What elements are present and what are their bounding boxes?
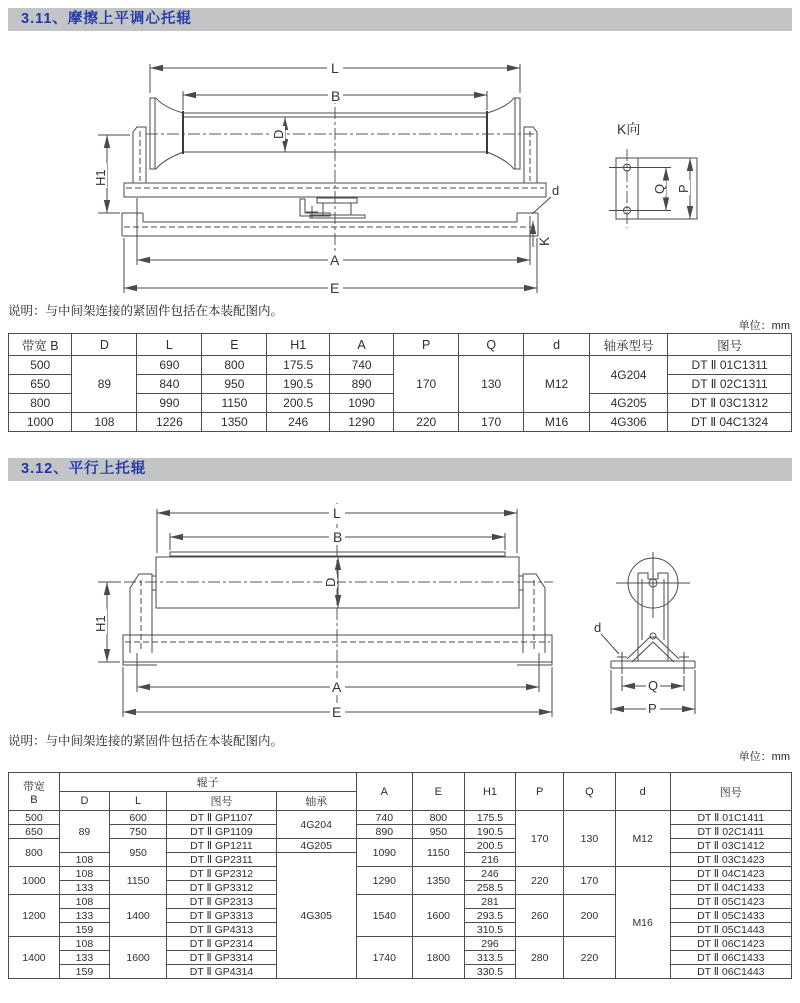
cell: 1000 bbox=[9, 867, 60, 895]
cell: DT Ⅱ GP3312 bbox=[167, 881, 277, 895]
table-row bbox=[9, 825, 792, 839]
cell: 4G306 bbox=[589, 413, 667, 432]
cell: M12 bbox=[615, 811, 670, 867]
col-header: A bbox=[330, 334, 394, 356]
drawing-parallel-idler bbox=[0, 488, 800, 728]
dim-label-L: L bbox=[333, 505, 341, 521]
cell: 500 bbox=[9, 811, 60, 825]
cell: 108 bbox=[59, 867, 109, 881]
cell: 220 bbox=[394, 413, 459, 432]
cell: 4G205 bbox=[276, 839, 356, 853]
cell: 600 bbox=[110, 811, 167, 825]
note-2: 说明：与中间架连接的紧固件包括在本装配图内。 bbox=[8, 734, 284, 748]
cell: 108 bbox=[59, 853, 109, 867]
cell: 130 bbox=[459, 356, 524, 413]
table-row bbox=[9, 867, 792, 881]
cell: 200.5 bbox=[267, 394, 330, 413]
cell: 950 bbox=[413, 825, 465, 839]
dim-label-B: B bbox=[333, 529, 343, 545]
table-row bbox=[9, 895, 792, 909]
dim-label-D: D bbox=[323, 577, 338, 587]
col-header: 带宽 B bbox=[9, 334, 72, 356]
cell: DT Ⅱ 06C1423 bbox=[670, 937, 791, 951]
cell: 4G204 bbox=[589, 356, 667, 394]
dim-label-Q: Q bbox=[648, 678, 659, 693]
cell: DT Ⅱ GP1211 bbox=[167, 839, 277, 853]
table-row bbox=[9, 811, 792, 825]
cell: DT Ⅱ 02C1311 bbox=[668, 375, 792, 394]
note-1: 说明：与中间架连接的紧固件包括在本装配图内。 bbox=[8, 304, 284, 318]
cell: 1090 bbox=[356, 839, 412, 867]
cell: DT Ⅱ GP1107 bbox=[167, 811, 277, 825]
cell: 175.5 bbox=[267, 356, 330, 375]
cell: DT Ⅱ 04C1433 bbox=[670, 881, 791, 895]
cell: 1740 bbox=[356, 937, 412, 979]
cell: 1150 bbox=[202, 394, 267, 413]
cell: 740 bbox=[330, 356, 394, 375]
cell: DT Ⅱ 02C1411 bbox=[670, 825, 791, 839]
dim-label-P: P bbox=[648, 701, 657, 716]
dim-label-H1: H1 bbox=[93, 615, 108, 632]
table-row bbox=[9, 356, 792, 375]
cell: 170 bbox=[516, 811, 564, 867]
col-header-roller-group: 辊子 bbox=[59, 773, 356, 792]
cell: 650 bbox=[9, 825, 60, 839]
cell: 260 bbox=[516, 895, 564, 937]
col-header: A bbox=[356, 773, 412, 811]
section-2-title-bar bbox=[8, 458, 792, 481]
cell: 4G305 bbox=[276, 853, 356, 979]
cell: DT Ⅱ GP2313 bbox=[167, 895, 277, 909]
dim-label-Q: Q bbox=[652, 183, 667, 194]
cell: 310.5 bbox=[464, 923, 516, 937]
cell: DT Ⅱ 05C1423 bbox=[670, 895, 791, 909]
cell: DT Ⅱ GP3313 bbox=[167, 909, 277, 923]
cell: DT Ⅱ 03C1423 bbox=[670, 853, 791, 867]
cell: M16 bbox=[524, 413, 590, 432]
col-header: H1 bbox=[267, 334, 330, 356]
cell: DT Ⅱ GP2311 bbox=[167, 853, 277, 867]
cell: 133 bbox=[59, 951, 109, 965]
table-row bbox=[9, 937, 792, 951]
cell: 1226 bbox=[137, 413, 202, 432]
dim-label-P: P bbox=[676, 184, 691, 193]
cell: DT Ⅱ 01C1311 bbox=[668, 356, 792, 375]
cell: 330.5 bbox=[464, 965, 516, 979]
cell: 1000 bbox=[9, 413, 72, 432]
cell: 89 bbox=[59, 811, 109, 853]
cell: 1350 bbox=[202, 413, 267, 432]
col-header: D bbox=[72, 334, 137, 356]
cell: 170 bbox=[459, 413, 524, 432]
bandwidth-line1: 带宽 bbox=[22, 780, 45, 793]
cell: 159 bbox=[59, 923, 109, 937]
cell: 108 bbox=[59, 895, 109, 909]
cell: 170 bbox=[564, 867, 616, 895]
cell: 1600 bbox=[110, 937, 167, 979]
cell: 175.5 bbox=[464, 811, 516, 825]
dim-label-D: D bbox=[271, 129, 286, 139]
cell: 1600 bbox=[413, 895, 465, 937]
col-header-bandwidth bbox=[9, 773, 60, 811]
col-header: d bbox=[524, 334, 590, 356]
cell: 690 bbox=[137, 356, 202, 375]
dim-label-H1: H1 bbox=[93, 169, 108, 186]
col-header: 图号 bbox=[668, 334, 792, 356]
dim-label-d: d bbox=[594, 620, 602, 635]
cell: 1800 bbox=[413, 937, 465, 979]
drawing-self-aligning-idler bbox=[0, 38, 800, 300]
dim-label-d: d bbox=[552, 183, 560, 198]
cell: DT Ⅱ 05C1433 bbox=[670, 909, 791, 923]
cell: 500 bbox=[9, 356, 72, 375]
dim-label-L: L bbox=[331, 60, 339, 76]
cell: 1150 bbox=[110, 867, 167, 895]
col-header: H1 bbox=[464, 773, 516, 811]
cell: 200 bbox=[564, 895, 616, 937]
cell: 650 bbox=[9, 375, 72, 394]
section-2-title: 3.12、平行上托辊 bbox=[21, 461, 147, 477]
k-view-label: K向 bbox=[617, 121, 641, 137]
col-header: D bbox=[59, 792, 109, 811]
section-1-title-bar bbox=[8, 8, 792, 31]
cell: M16 bbox=[615, 867, 670, 979]
cell: 800 bbox=[9, 839, 60, 867]
col-header: E bbox=[413, 773, 465, 811]
cell: 800 bbox=[413, 811, 465, 825]
col-header: 轴承型号 bbox=[589, 334, 667, 356]
unit-2: 单位：mm bbox=[738, 751, 790, 763]
cell: 220 bbox=[564, 937, 616, 979]
col-header: E bbox=[202, 334, 267, 356]
col-header: L bbox=[110, 792, 167, 811]
cell: DT Ⅱ 05C1443 bbox=[670, 923, 791, 937]
table-row bbox=[9, 839, 792, 853]
dim-label-A: A bbox=[332, 679, 342, 695]
cell: DT Ⅱ 03C1412 bbox=[670, 839, 791, 853]
cell: DT Ⅱ 04C1423 bbox=[670, 867, 791, 881]
cell: 258.5 bbox=[464, 881, 516, 895]
col-header: 轴承 bbox=[276, 792, 356, 811]
cell: 89 bbox=[72, 356, 137, 413]
col-header: Q bbox=[564, 773, 616, 811]
cell: 246 bbox=[464, 867, 516, 881]
table-row bbox=[9, 413, 792, 432]
cell: 1290 bbox=[356, 867, 412, 895]
cell: 1540 bbox=[356, 895, 412, 937]
dim-label-E: E bbox=[330, 280, 340, 296]
cell: DT Ⅱ GP2314 bbox=[167, 937, 277, 951]
cell: DT Ⅱ GP1109 bbox=[167, 825, 277, 839]
col-header: 图号 bbox=[167, 792, 277, 811]
cell: 990 bbox=[137, 394, 202, 413]
cell: 108 bbox=[72, 413, 137, 432]
cell: 1290 bbox=[330, 413, 394, 432]
cell: 280 bbox=[516, 937, 564, 979]
table-row bbox=[9, 334, 792, 356]
cell: 950 bbox=[110, 839, 167, 867]
view-arrow-K: K bbox=[536, 236, 552, 246]
cell: 950 bbox=[202, 375, 267, 394]
cell: 281 bbox=[464, 895, 516, 909]
cell: 840 bbox=[137, 375, 202, 394]
cell: 170 bbox=[394, 356, 459, 413]
cell: 190.5 bbox=[464, 825, 516, 839]
cell: 108 bbox=[59, 937, 109, 951]
cell: 890 bbox=[330, 375, 394, 394]
col-header: 图号 bbox=[670, 773, 791, 811]
cell: DT Ⅱ GP2312 bbox=[167, 867, 277, 881]
dim-label-E: E bbox=[332, 704, 342, 720]
table-parallel-idler bbox=[8, 772, 792, 979]
cell: 220 bbox=[516, 867, 564, 895]
cell: 133 bbox=[59, 881, 109, 895]
col-header: P bbox=[394, 334, 459, 356]
cell: 1350 bbox=[413, 867, 465, 895]
cell: 800 bbox=[202, 356, 267, 375]
cell: 216 bbox=[464, 853, 516, 867]
cell: 293.5 bbox=[464, 909, 516, 923]
cell: DT Ⅱ GP3314 bbox=[167, 951, 277, 965]
cell: 159 bbox=[59, 965, 109, 979]
cell: DT Ⅱ 06C1443 bbox=[670, 965, 791, 979]
cell: 313.5 bbox=[464, 951, 516, 965]
dim-label-A: A bbox=[330, 252, 340, 268]
table-row bbox=[9, 773, 792, 792]
cell: DT Ⅱ GP4314 bbox=[167, 965, 277, 979]
cell: DT Ⅱ 04C1324 bbox=[668, 413, 792, 432]
section-1-title: 3.11、摩擦上平调心托辊 bbox=[21, 11, 192, 27]
cell: M12 bbox=[524, 356, 590, 413]
cell: 750 bbox=[110, 825, 167, 839]
cell: 740 bbox=[356, 811, 412, 825]
cell: 4G205 bbox=[589, 394, 667, 413]
cell: 1150 bbox=[413, 839, 465, 867]
cell: 190.5 bbox=[267, 375, 330, 394]
cell: 246 bbox=[267, 413, 330, 432]
col-header: Q bbox=[459, 334, 524, 356]
cell: DT Ⅱ 03C1312 bbox=[668, 394, 792, 413]
cell: 200.5 bbox=[464, 839, 516, 853]
table-self-aligning-idler bbox=[8, 333, 792, 432]
cell: 1200 bbox=[9, 895, 60, 937]
cell: DT Ⅱ 06C1433 bbox=[670, 951, 791, 965]
col-header: L bbox=[137, 334, 202, 356]
cell: 1400 bbox=[9, 937, 60, 979]
col-header: P bbox=[516, 773, 564, 811]
cell: 296 bbox=[464, 937, 516, 951]
cell: 800 bbox=[9, 394, 72, 413]
cell: DT Ⅱ GP4313 bbox=[167, 923, 277, 937]
unit-1: 单位：mm bbox=[738, 320, 790, 332]
cell: 1400 bbox=[110, 895, 167, 937]
bandwidth-line2: B bbox=[30, 793, 38, 806]
cell: 1090 bbox=[330, 394, 394, 413]
col-header: d bbox=[615, 773, 670, 811]
cell: 133 bbox=[59, 909, 109, 923]
cell: DT Ⅱ 01C1411 bbox=[670, 811, 791, 825]
cell: 130 bbox=[564, 811, 616, 867]
dim-label-B: B bbox=[331, 88, 341, 104]
cell: 890 bbox=[356, 825, 412, 839]
cell: 4G204 bbox=[276, 811, 356, 839]
